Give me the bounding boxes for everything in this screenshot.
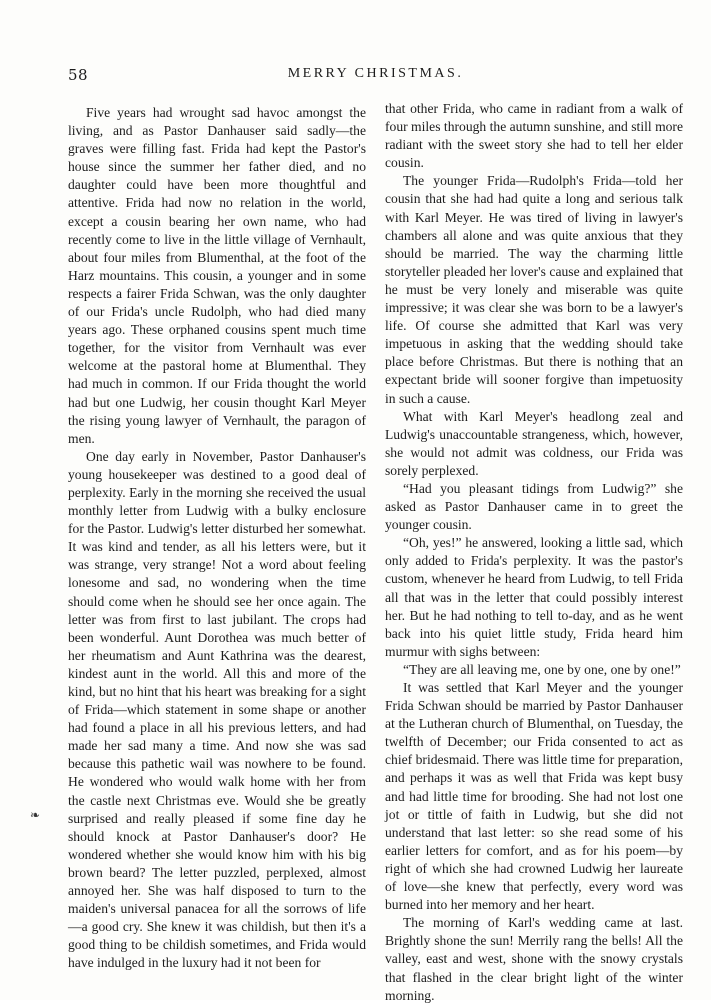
running-head: MERRY CHRISTMAS. bbox=[287, 66, 464, 81]
paragraph: It was settled that Karl Meyer and the younger Frida Schwan should be married by Pastor Danhauser at the Lutheran church of Blumenthal, on Tuesday, the twelfth of December; our Frida consented to act as chief bridesmaid. There was little time for preparation, and perhaps it was as well that Frida was kept busy and had little time for brooding. She had not lost one jot or tittle of faith in Ludwig, but she did not understand that last letter: so she read some of his earlier letters for comfort, and as for his poem—by right of which she had crowned Ludwig her laureate of love—she knew that perfectly, every word was burned into her memory and her heart. bbox=[385, 680, 683, 913]
paragraph: What with Karl Meyer's headlong zeal and Ludwig's unaccountable strangeness, which, however, she would not admit was coldness, our Frida was sorely perplexed. bbox=[385, 408, 683, 478]
paragraph: One day early in November, Pastor Danhauser's young housekeeper was destined to a good deal of perplexity. Early in the morning she received the usual monthly letter from Ludwig with a bulky enclosure for the Pastor. Ludwig's letter disturbed her somewhat. It was kind and tender, as all his letters were, but it was strange, very strange! Not a word about feeling lonesome and sad, no wondering when the time should come when he should see her once again. The letter was from first to last jubilant. The crops had been wonderful. Aunt Dorothea was much better of her rheumatism and Aunt Kathrina was the dearest, kindest aunt in the world. All this and more of the kind, but no hint that his heart was breaking for a sight of Frida—which statement in some shape or another had found a place in all his previous letters, and had made her sad many a time. And now she was sad because this pathetic wail was nowhere to be found. He wondered who would walk home with her from the castle next Christmas eve. Would she be greatly surprised and really pleased if some fine day he should knock at Pastor Danhauser's door? He wondered whether she would know him with his big brown beard? The letter puzzled, perplexed, almost annoyed her. She was half disposed to turn to the maiden's universal panacea for all the sorrows of life—a good cry. She knew it was childish, but then it's a good thing to be childish sometimes, and Frida would have indulged in the luxury had it not been for bbox=[68, 448, 366, 971]
page-header bbox=[68, 66, 683, 88]
paragraph: “Oh, yes!” he answered, looking a little sad, which only added to Frida's perplexity. It was the pastor's custom, whenever he heard from Ludwig, to tell Frida all that was in the letter that could possibly interest her. But he had nothing to tell to-day, and as he went back into his quiet little study, Frida heard him murmur with sighs between: bbox=[385, 535, 683, 659]
paragraph: Five years had wrought sad havoc amongst the living, and as Pastor Danhauser said sadly—the graves were filling fast. Frida had kept the Pastor's house since the summer her father died, and no daughter could have been more thoughtful and attentive. Frida had now no relation in the world, except a cousin bearing her own name, who had recently come to live in the little village of Vernhault, about four miles from Blumenthal, at the foot of the Harz mountains. This cousin, a younger and in some respects a fairer Frida Schwan, was the only daughter of our Frida's uncle Rudolph, who had died many years ago. These orphaned cousins spent much time together, for the visitor from Vernhault was ever welcome at the pastoral home at Blumenthal. They had much in common. If our Frida thought the world had but one Ludwig, her cousin thought Karl Meyer the rising young lawyer of Vernhault, the paragon of men. bbox=[68, 105, 366, 446]
paragraph: “They are all leaving me, one by one, one by one!” bbox=[403, 661, 681, 677]
left-column bbox=[68, 104, 366, 973]
right-column bbox=[385, 100, 683, 1005]
paragraph: The younger Frida—Rudolph's Frida—told her cousin that she had had quite a long and serious talk with Karl Meyer. He was tired of living in lawyer's chambers all alone and was quite anxious that they should be married. The way the charming little storyteller pleaded her lover's cause and explained that he must be very lonely and miserable was quite impressive; it was clear she was born to be a lawyer's life. Of course she admitted that Karl was very impetuous in asking that the wedding should take place before Christmas. But there is nothing that an expectant bride will sooner forgive than impetuosity in such a cause. bbox=[385, 173, 683, 406]
margin-ornament: ❧ bbox=[30, 808, 41, 822]
page-number: 58 bbox=[68, 66, 89, 84]
paragraph: “Had you pleasant tidings from Ludwig?” she asked as Pastor Danhauser came in to greet the younger cousin. bbox=[385, 480, 683, 533]
paragraph: The morning of Karl's wedding came at last. Brightly shone the sun! Merrily rang the bells! All the valley, east and west, shone with the snowy crystals that flashed in the clear bright light of the winter morning. bbox=[385, 915, 683, 1003]
paragraph-continuation: that other Frida, who came in radiant from a walk of four miles through the autumn sunshine, and still more radiant with the sweet story she had to tell her elder cousin. bbox=[385, 101, 683, 171]
